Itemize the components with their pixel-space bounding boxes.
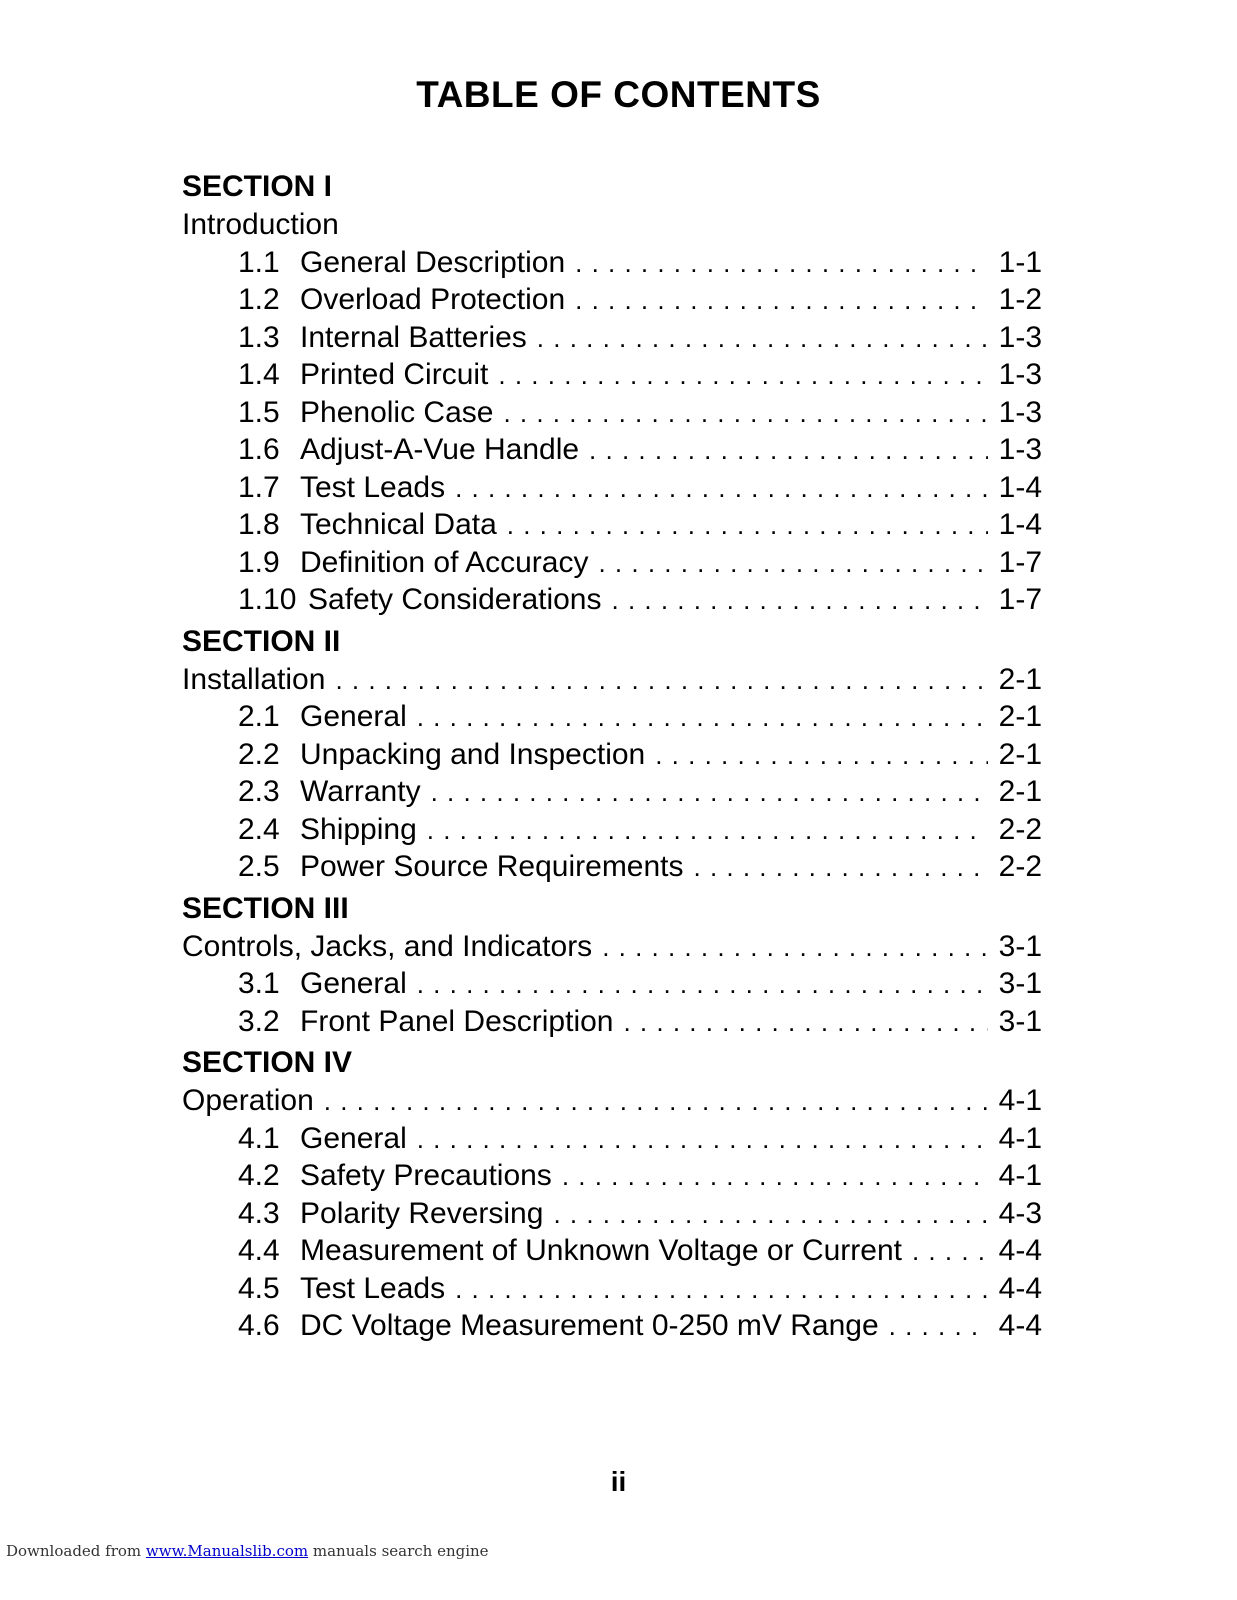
dot-leader <box>324 1083 988 1120</box>
dot-leader <box>623 1004 988 1041</box>
dot-leader <box>427 812 988 849</box>
dot-leader <box>417 699 988 736</box>
toc-entry[interactable] <box>182 736 1042 774</box>
entry-title: Printed Circuit <box>300 358 489 391</box>
entry-page-ref: 4-4 <box>998 1234 1042 1267</box>
dot-leader <box>575 245 988 282</box>
footer <box>6 1542 489 1560</box>
toc-entry[interactable] <box>182 356 1042 394</box>
entry-title: Safety Considerations <box>308 583 602 616</box>
toc-entry[interactable] <box>182 811 1042 849</box>
entry-title: Shipping <box>300 812 417 846</box>
dot-leader <box>602 929 988 966</box>
entry-number: 1.4 <box>238 358 280 391</box>
toc-entry[interactable] <box>182 1270 1042 1308</box>
entry-page-ref: 1-1 <box>998 245 1042 279</box>
dot-leader <box>537 320 988 357</box>
dot-leader <box>507 507 988 544</box>
toc-entry[interactable] <box>182 281 1042 319</box>
toc-entry[interactable] <box>182 965 1042 1003</box>
footer-suffix: manuals search engine <box>308 1542 489 1560</box>
entry-page-ref: 2-2 <box>998 812 1042 846</box>
toc-entry[interactable] <box>182 394 1042 432</box>
topic-page-ref: 3-1 <box>998 929 1042 963</box>
entry-number: 4.5 <box>238 1271 280 1305</box>
section-topic-row[interactable] <box>182 206 1042 244</box>
entry-number: 2.5 <box>238 850 280 883</box>
entry-page-ref: 4-1 <box>998 1159 1042 1192</box>
entry-page-ref: 2-2 <box>998 850 1042 883</box>
entry-number: 2.2 <box>238 737 280 771</box>
section-heading: SECTION I <box>182 170 333 203</box>
section-topic: Controls, Jacks, and Indicators <box>182 929 593 963</box>
entry-number: 1.6 <box>238 433 280 466</box>
dot-leader <box>455 1271 988 1308</box>
dot-leader <box>431 774 988 811</box>
toc-entry[interactable] <box>182 506 1042 544</box>
entry-page-ref: 4-3 <box>998 1196 1042 1230</box>
entry-title: Overload Protection <box>300 283 566 316</box>
entry-page-ref: 1-3 <box>998 358 1042 391</box>
topic-page-ref: 4-1 <box>998 1084 1042 1117</box>
dot-leader <box>694 849 988 886</box>
toc-entry[interactable] <box>182 1157 1042 1195</box>
entry-number: 2.4 <box>238 812 280 846</box>
section-topic-row[interactable] <box>182 661 1042 699</box>
toc-entry[interactable] <box>182 1232 1042 1270</box>
entry-page-ref: 1-4 <box>998 470 1042 504</box>
dot-leader <box>612 582 989 619</box>
entry-number: 4.4 <box>238 1234 280 1267</box>
toc-entry[interactable] <box>182 1307 1042 1345</box>
topic-page-ref: 2-1 <box>998 662 1042 696</box>
manualslib-link[interactable]: www.Manualslib.com <box>145 1542 309 1560</box>
section-topic: Installation <box>182 662 326 696</box>
dot-leader <box>498 357 988 394</box>
section-topic: Introduction <box>182 208 339 241</box>
dot-leader <box>503 395 988 432</box>
toc-entry[interactable] <box>182 431 1042 469</box>
entry-page-ref: 1-3 <box>998 320 1042 354</box>
toc-entry[interactable] <box>182 1120 1042 1158</box>
section-heading: SECTION III <box>182 891 349 925</box>
dot-leader <box>335 662 988 699</box>
entry-number: 2.1 <box>238 700 280 733</box>
entry-title: Adjust-A-Vue Handle <box>300 433 580 466</box>
entry-number: 1.1 <box>238 245 280 279</box>
entry-title: Definition of Accuracy <box>300 545 589 579</box>
entry-title: Measurement of Unknown Voltage or Current <box>300 1234 902 1267</box>
entry-title: General Description <box>300 245 566 279</box>
dot-leader <box>912 1233 988 1270</box>
entry-title: Front Panel Description <box>300 1004 614 1038</box>
entry-title: Technical Data <box>300 508 497 541</box>
entry-title: Phenolic Case <box>300 395 494 429</box>
entry-title: Internal Batteries <box>300 320 527 354</box>
toc-entry[interactable] <box>182 1195 1042 1233</box>
entry-title: Polarity Reversing <box>300 1196 544 1230</box>
section-heading: SECTION II <box>182 624 341 658</box>
entry-number: 1.5 <box>238 395 280 429</box>
entry-title: Unpacking and Inspection <box>300 737 646 771</box>
dot-leader <box>553 1196 988 1233</box>
toc-entry[interactable] <box>182 544 1042 582</box>
dot-leader <box>417 966 988 1003</box>
entry-number: 1.7 <box>238 470 280 504</box>
entry-number: 1.8 <box>238 508 280 541</box>
entry-page-ref: 2-1 <box>998 775 1042 808</box>
entry-page-ref: 4-4 <box>998 1309 1042 1342</box>
entry-number: 1.3 <box>238 320 280 354</box>
entry-title: Test Leads <box>300 1271 446 1305</box>
entry-page-ref: 4-4 <box>998 1271 1042 1305</box>
entry-page-ref: 3-1 <box>998 1004 1042 1038</box>
entry-number: 4.6 <box>238 1309 280 1342</box>
section-topic-row[interactable] <box>182 1082 1042 1120</box>
entry-title: General <box>300 1121 407 1155</box>
entry-page-ref: 3-1 <box>998 967 1042 1000</box>
dot-leader <box>575 282 988 319</box>
entry-title: DC Voltage Measurement 0-250 mV Range <box>300 1309 879 1342</box>
entry-number: 1.9 <box>238 545 280 579</box>
entry-number: 1.2 <box>238 283 280 316</box>
section-heading: SECTION IV <box>182 1046 353 1079</box>
entry-title: Test Leads <box>300 470 446 504</box>
toc-entry[interactable] <box>182 773 1042 811</box>
entry-page-ref: 1-4 <box>998 508 1042 541</box>
dot-leader <box>417 1121 988 1158</box>
toc-entry[interactable] <box>182 1003 1042 1041</box>
dot-leader <box>589 432 988 469</box>
entry-title: General <box>300 967 407 1000</box>
toc-entry[interactable] <box>182 581 1042 619</box>
entry-page-ref: 2-1 <box>998 737 1042 771</box>
entry-number: 4.1 <box>238 1121 280 1155</box>
footer-prefix: Downloaded from <box>6 1542 146 1560</box>
page-title: TABLE OF CONTENTS <box>416 74 821 115</box>
dot-leader <box>562 1158 988 1195</box>
dot-leader <box>655 737 988 774</box>
toc-entry[interactable] <box>182 469 1042 507</box>
dot-leader <box>598 545 988 582</box>
entry-title: General <box>300 700 407 733</box>
section-topic-row[interactable] <box>182 928 1042 966</box>
entry-title: Warranty <box>300 775 421 808</box>
section-topic: Operation <box>182 1084 314 1117</box>
entry-number: 3.1 <box>238 967 280 1000</box>
toc-entry[interactable] <box>182 244 1042 282</box>
dot-leader <box>889 1308 988 1345</box>
entry-page-ref: 4-1 <box>998 1121 1042 1155</box>
entry-page-ref: 1-3 <box>998 395 1042 429</box>
dot-leader <box>455 470 988 507</box>
entry-title: Power Source Requirements <box>300 850 684 883</box>
toc-entry[interactable] <box>182 319 1042 357</box>
toc-entry[interactable] <box>182 698 1042 736</box>
entry-number: 1.10 <box>238 583 297 616</box>
entry-page-ref: 1-2 <box>998 283 1042 316</box>
entry-page-ref: 2-1 <box>998 700 1042 733</box>
page-number: ii <box>610 1466 627 1497</box>
entry-page-ref: 1-3 <box>998 433 1042 466</box>
table-of-contents <box>182 168 1042 1345</box>
entry-number: 4.2 <box>238 1159 280 1192</box>
toc-entry[interactable] <box>182 848 1042 886</box>
entry-page-ref: 1-7 <box>998 545 1042 579</box>
entry-number: 2.3 <box>238 775 280 808</box>
entry-title: Safety Precautions <box>300 1159 552 1192</box>
entry-number: 4.3 <box>238 1196 280 1230</box>
entry-page-ref: 1-7 <box>998 583 1042 616</box>
entry-number: 3.2 <box>238 1004 280 1038</box>
